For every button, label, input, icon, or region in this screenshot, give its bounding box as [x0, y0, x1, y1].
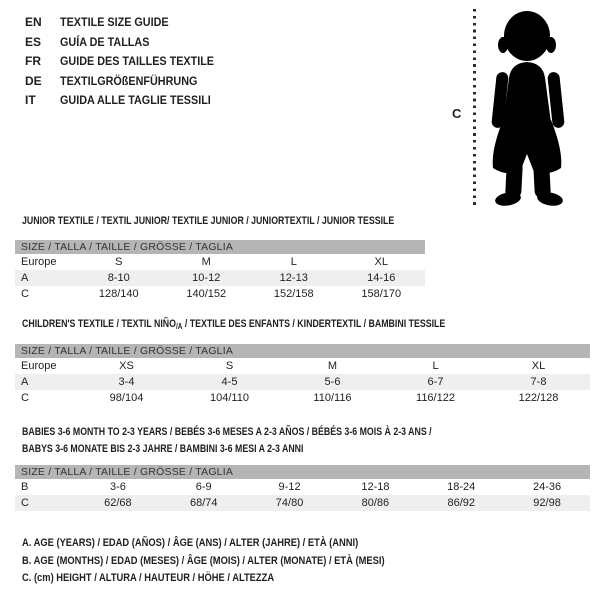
- language-title: TEXTILGRÖßENFÜHRUNG: [60, 73, 198, 88]
- table-cell: 18-24: [447, 481, 476, 493]
- junior-heading-text: JUNIOR TEXTILE / TEXTIL JUNIOR/ TEXTILE JUNIOR / JUNIORTEXTIL / JUNIOR TESSILE: [22, 215, 395, 227]
- row-label: C: [21, 497, 29, 509]
- table-cell: 4-5: [221, 376, 238, 388]
- table-cell: 12-13: [279, 272, 308, 284]
- language-title: TEXTILE SIZE GUIDE: [60, 15, 169, 29]
- table-cell: 92/98: [533, 497, 561, 509]
- language-row-it: [25, 91, 231, 111]
- row-label: Europe: [21, 360, 57, 372]
- table-cell: 6-7: [427, 376, 444, 388]
- table-cell: 3-6: [109, 481, 126, 493]
- height-measure-dashed-line: [473, 9, 476, 208]
- junior-size-table: [15, 240, 425, 302]
- table-cell: 3-4: [118, 376, 135, 388]
- legend-line-c: [22, 570, 449, 588]
- table-cell: M: [327, 360, 338, 372]
- language-code: IT: [25, 93, 36, 107]
- table-cell: 110/116: [313, 392, 352, 404]
- size-header-bar: SIZE / TALLA / TAILLE / GRÖSSE / TAGLIA: [15, 344, 590, 358]
- table-cell: 5-6: [324, 376, 341, 388]
- toddler-silhouette-icon: [478, 8, 578, 208]
- junior-section-heading: [22, 215, 487, 227]
- language-code: DE: [25, 73, 42, 88]
- table-cell: M: [201, 256, 211, 268]
- language-row-fr: [25, 52, 231, 72]
- row-label: C: [21, 288, 29, 300]
- babies-size-table: [15, 465, 590, 511]
- table-cell: 12-18: [361, 481, 390, 493]
- table-cell: 10-12: [192, 272, 221, 284]
- table-cell: 86/92: [447, 497, 475, 509]
- table-cell: 24-36: [532, 481, 562, 493]
- size-header-bar: SIZE / TALLA / TAILLE / GRÖSSE / TAGLIA: [15, 240, 425, 254]
- table-cell: 14-16: [367, 272, 396, 284]
- legend-line-c-text: C. (cm) HEIGHT / ALTURA / HAUTEUR / HÖHE / ALTEZZA: [22, 572, 275, 584]
- babies-section-heading: [22, 424, 534, 458]
- babies-table-rows: [15, 479, 590, 511]
- table-cell: XS: [119, 360, 134, 372]
- table-cell: 62/68: [104, 497, 132, 509]
- legend: [22, 535, 449, 588]
- row-label: C: [21, 392, 29, 404]
- table-row: [15, 286, 425, 302]
- legend-line-b: [22, 553, 449, 571]
- table-cell: 122/128: [518, 392, 559, 404]
- table-cell: S: [225, 360, 234, 372]
- table-cell: 8-10: [107, 272, 130, 284]
- table-cell: 152/158: [273, 288, 314, 300]
- size-header-bar: SIZE / TALLA / TAILLE / GRÖSSE / TAGLIA: [15, 465, 590, 479]
- row-label: B: [21, 481, 29, 493]
- table-cell: 140/152: [186, 288, 227, 300]
- language-code: EN: [25, 15, 42, 29]
- table-cell: XL: [531, 360, 546, 372]
- table-row: [15, 390, 590, 406]
- children-heading-prefix: CHILDREN'S TEXTILE / TEXTIL NIÑO: [22, 318, 176, 330]
- table-row: [15, 358, 590, 374]
- language-code: FR: [25, 54, 41, 68]
- table-cell: S: [115, 256, 123, 268]
- table-cell: 128/140: [98, 288, 139, 300]
- language-row-de: [25, 72, 231, 92]
- legend-line-a-text: A. AGE (YEARS) / EDAD (AÑOS) / ÂGE (ANS) / ALTER (JAHRE) / ETÀ (ANNI): [22, 537, 359, 549]
- table-row: [15, 270, 425, 286]
- row-label: A: [21, 272, 29, 284]
- table-cell: 116/122: [416, 392, 455, 404]
- table-cell: 80/86: [361, 497, 390, 509]
- language-code: ES: [25, 34, 42, 49]
- row-label: Europe: [21, 256, 57, 268]
- table-row: [15, 254, 425, 270]
- table-cell: 74/80: [275, 497, 304, 509]
- height-measure-label: C: [452, 106, 462, 121]
- table-cell: 9-12: [278, 481, 301, 493]
- language-title: GUIDE DES TAILLES TEXTILE: [60, 54, 215, 68]
- table-cell: 6-9: [195, 481, 212, 493]
- table-cell: 68/74: [189, 497, 218, 509]
- table-row: [15, 479, 590, 495]
- babies-heading-line2-text: BABYS 3-6 MONATE BIS 2-3 JAHRE / BAMBINI 3-6 MESI A 2-3 ANNI: [22, 443, 304, 455]
- children-section-heading: [22, 318, 551, 331]
- language-title: GUÍA DE TALLAS: [60, 34, 150, 49]
- table-row: [15, 374, 590, 390]
- language-row-es: [25, 33, 231, 53]
- babies-heading-line1-text: BABIES 3-6 MONTH TO 2-3 YEARS / BEBÉS 3-6 MESES A 2-3 AÑOS / BÉBÉS 3-6 MOIS À 2-3 ANS /: [22, 426, 432, 438]
- children-heading-subscript: /A: [175, 322, 183, 331]
- children-heading-suffix: / TEXTILE DES ENFANTS / KINDERTEXTIL / BAMBINI TESSILE: [182, 318, 446, 330]
- legend-line-b-text: B. AGE (MONTHS) / EDAD (MESES) / ÂGE (MOIS) / ALTER (MONATE) / ETÀ (MESI): [22, 554, 385, 567]
- children-heading-text: [22, 318, 445, 331]
- babies-heading-line1: [22, 424, 534, 441]
- table-cell: L: [432, 360, 439, 372]
- children-size-table: [15, 344, 590, 406]
- table-cell: 7-8: [530, 376, 547, 388]
- language-title: GUIDA ALLE TAGLIE TESSILI: [60, 93, 211, 107]
- table-cell: L: [290, 256, 297, 268]
- language-list: [25, 13, 231, 111]
- table-cell: 158/170: [361, 288, 402, 300]
- language-row-en: [25, 13, 231, 33]
- row-label: A: [21, 376, 29, 388]
- babies-heading-line2: [22, 441, 534, 458]
- table-cell: 98/104: [109, 392, 144, 404]
- junior-table-rows: [15, 254, 425, 302]
- table-row: [15, 495, 590, 511]
- legend-line-a: [22, 535, 449, 553]
- table-cell: XL: [374, 256, 388, 268]
- children-table-rows: [15, 358, 590, 406]
- table-cell: 104/110: [210, 392, 249, 404]
